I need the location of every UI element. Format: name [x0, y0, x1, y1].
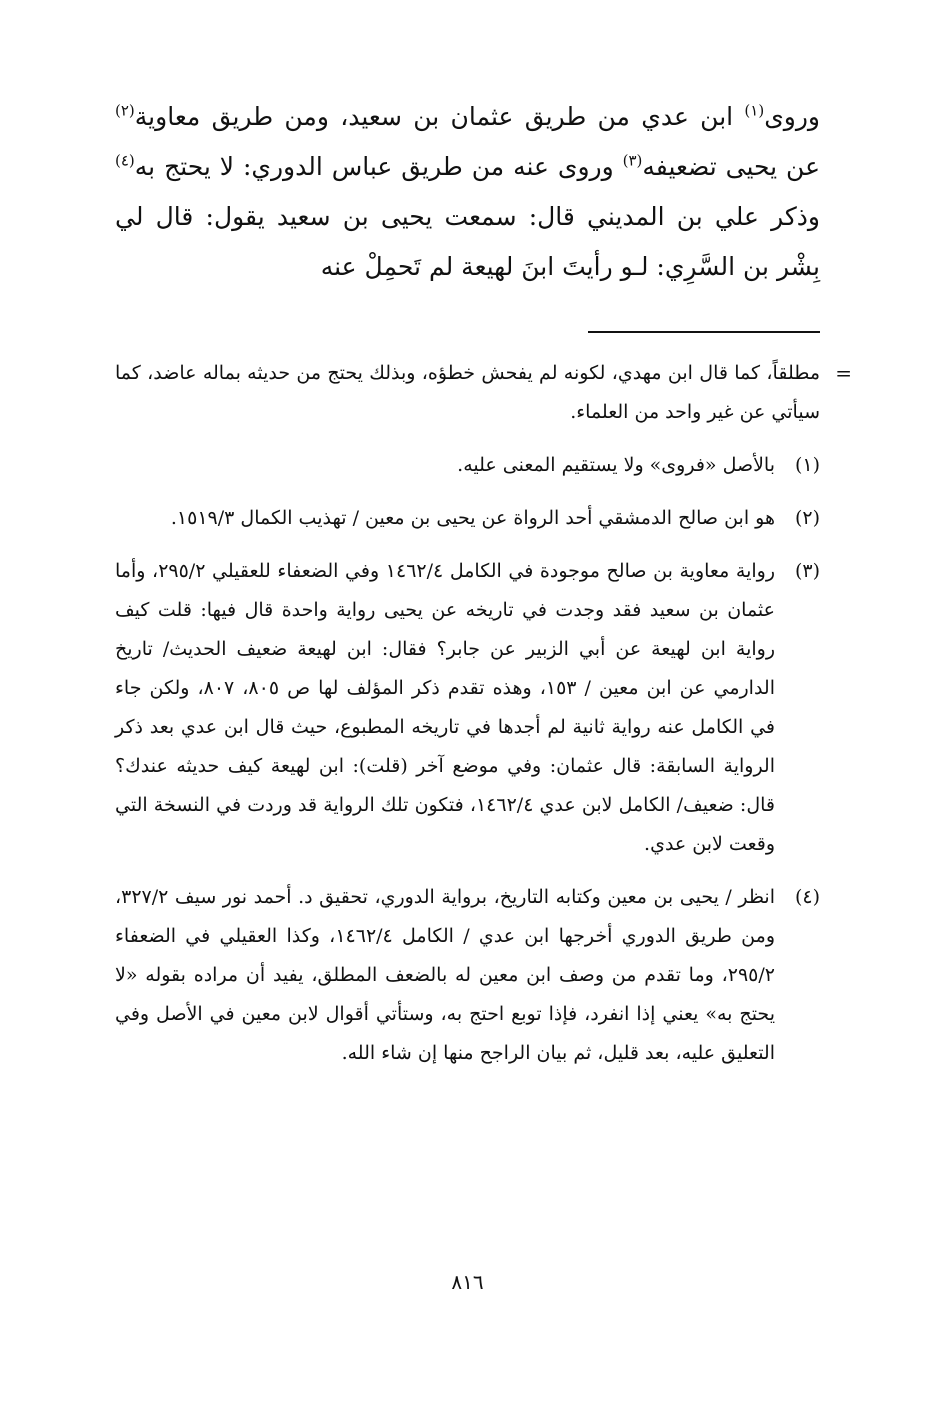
footnote-number: (٣) — [794, 560, 820, 582]
continuation-mark: = — [835, 361, 852, 385]
footnote-1 — [115, 446, 820, 485]
main-text-part-1: وروى — [764, 102, 820, 131]
footnote-4 — [115, 878, 820, 1073]
footnote-continuation — [115, 354, 852, 432]
main-text-part-4: وروى عنه من طريق عباس الدوري: لا يحتج به — [134, 152, 623, 181]
page-number: ٨١٦ — [451, 1270, 484, 1294]
main-text-part-3: عن يحيى تضعيفه — [642, 152, 820, 181]
main-text-paragraph — [115, 92, 820, 292]
footnote-continuation-text: مطلقاً، كما قال ابن مهدي، لكونه لم يفحش خطؤه، وبذلك يحتج من حديثه بماله عاضد، كما سيأتي عن غير واحد من العلماء. — [115, 362, 820, 423]
footnote-number: (١) — [794, 454, 820, 476]
footnote-text: بالأصل «فروى» ولا يستقيم المعنى عليه. — [457, 454, 775, 476]
document-page — [115, 92, 852, 1352]
footnote-ref-4: (٤) — [115, 151, 135, 170]
footnote-ref-1: (١) — [744, 101, 765, 120]
footnote-text: انظر / يحيى بن معين وكتابه التاريخ، برواية الدوري، تحقيق د. أحمد نور سيف ٣٢٧/٢، ومن طريق الدوري أخرجها ابن عدي / الكامل ١٤٦٢/٤، وكذا العقيلي في الضعفاء ٢٩٥/٢، وما تقدم من وصف ابن معين له بالضعف المطلق، يفيد أن مراده بقوله «لا يحتج به» يعني إذا انفرد، فإذا توبع احتج به، وستأتي أقوال لابن معين في الأصل وفي التعليق عليه، بعد قليل، ثم بيان الراجح منها إن شاء الله. — [115, 886, 775, 1064]
footnote-text: رواية معاوية بن صالح موجودة في الكامل ١٤٦٢/٤ وفي الضعفاء للعقيلي ٢٩٥/٢، وأما عثمان بن سعيد فقد وجدت في تاريخه عن يحيى رواية واحدة قال فيها: قلت كيف رواية ابن لهيعة عن أبي الزبير عن جابر؟ فقال: ابن لهيعة ضعيف الحديث/ تاريخ الدارمي عن ابن معين / ١٥٣، وهذه تقدم ذكر المؤلف لها ص ٨٠٥، ٨٠٧، ولكن جاء في الكامل عنه رواية ثانية لم أجدها في تاريخه المطبوع، حيث قال ابن عدي بعد ذكر الرواية السابقة: قال عثمان: وفي موضع آخر (قلت): ابن لهيعة كيف حديثه عندك؟ قال: ضعيف/ الكامل لابن عدي ١٤٦٢/٤، فتكون تلك الرواية قد وردت في النسخة التي وقعت لابن عدي. — [115, 560, 776, 855]
footnote-number: (٤) — [794, 886, 820, 908]
footnote-3 — [115, 552, 820, 864]
footnote-ref-3: (٣) — [622, 151, 643, 170]
footnote-text: هو ابن صالح الدمشقي أحد الرواة عن يحيى بن معين / تهذيب الكمال ١٥١٩/٣. — [170, 507, 775, 529]
footnotes-section — [115, 354, 852, 1087]
footnote-separator-rule — [588, 331, 820, 333]
footnote-number: (٢) — [794, 507, 820, 529]
main-text-part-5: وذكر علي بن المديني قال: سمعت يحيى بن سعيد يقول: قال لي بِشْر بن السَّرِي: لـو رأيتَ ابنَ لهيعة لم تَحمِلْ عنه — [115, 202, 820, 281]
footnote-2 — [115, 499, 820, 538]
main-text-part-2: ابن عدي من طريق عثمان بن سعيد، ومن طريق معاوية — [134, 102, 745, 131]
footnote-ref-2: (٢) — [115, 101, 135, 120]
